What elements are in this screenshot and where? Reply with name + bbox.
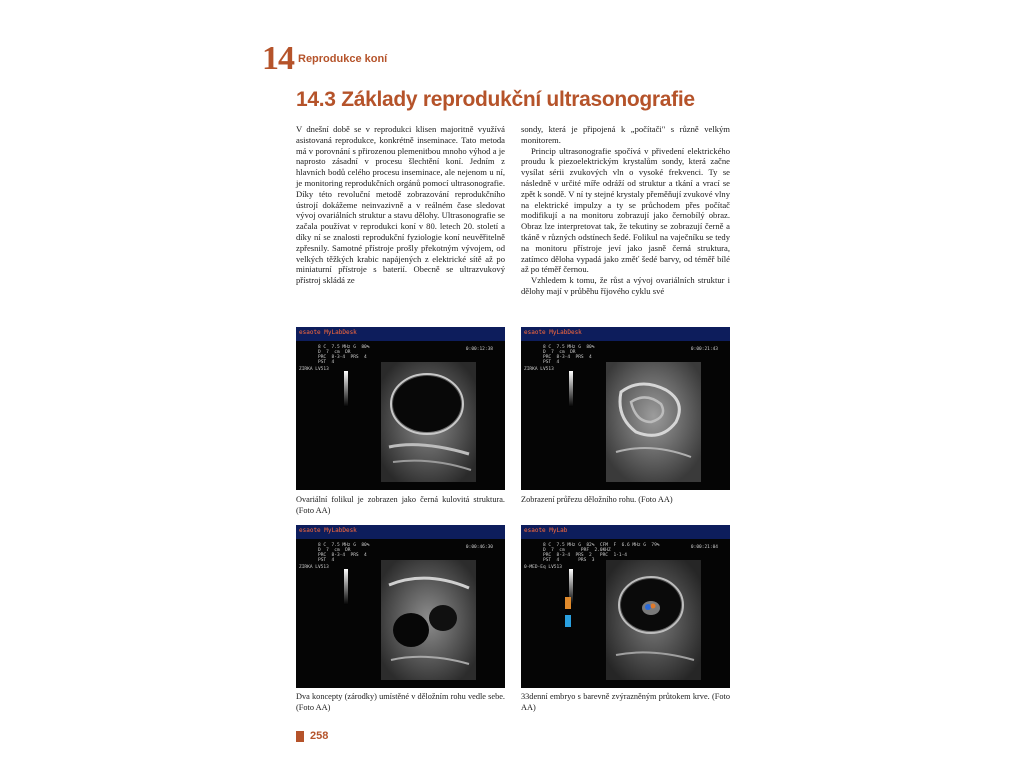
- figure-caption: Dva koncepty (zárodky) umístěné v děložním rohu vedle sebe. (Foto AA): [296, 692, 505, 712]
- scan-clock: 0:00:12:38: [465, 347, 493, 352]
- ultrasound-image-uterine-horn: [521, 327, 730, 490]
- ultrasound-scan-uterine-horn: [606, 362, 701, 482]
- probe-label: 0-MED-Eq LV513: [524, 565, 562, 570]
- screen-header: [296, 525, 505, 539]
- scan-settings: 8 C 7.5 MHz G 82% CFM F 6.6 MHz G 79% D 7 cm PRF 2.0KHZ PRC 8-3-4 PRS 2 PRC 1-1-4 PST 4 PRS 3: [543, 543, 660, 563]
- text-column-left: [296, 124, 505, 286]
- screen-header: [521, 525, 730, 539]
- device-logo: esaote MyLabDesk: [524, 329, 582, 336]
- ultrasound-image-embryo-doppler: [521, 525, 730, 688]
- probe-label: ZIRKA LV513: [299, 565, 329, 570]
- device-logo: esaote MyLabDesk: [299, 329, 357, 336]
- section-title: 14.3 Základy reprodukční ultrasonografie: [296, 88, 695, 111]
- probe-label: ZIRKA LV513: [299, 367, 329, 372]
- ultrasound-scan-two-conceptuses: [381, 560, 476, 680]
- page-number: 258: [310, 730, 329, 742]
- page-number-marker: [296, 731, 304, 742]
- grayscale-bar: [344, 371, 348, 407]
- screen-header: [296, 327, 505, 341]
- ultrasound-image-two-conceptuses: [296, 525, 505, 688]
- paragraph: V dnešní době se v reprodukci klisen majoritně využívá asistovaná reprodukce, konkrétně inseminace. Tato metoda má v porovnání s přirozenou plemenitbou mnoho výhod a je naprosto zásadní v procesu šlechtění koní. Jedním z hlavních bodů celého procesu inseminace, ale nejenom u ní, je monitoring reprodukčních orgánů pomocí ultrasonografie. Díky této revoluční metodě zobrazování reprodukčního ústrojí dokážeme neinvazivně a v reálném čase sledovat vývoj ovariálních struktur a stavu dělohy. Ultrasonografie se začala používat v reprodukci koní v 80. letech 20. století a díky ní se znalosti reprodukční fyziologie koní neuvěřitelně zpřesnily. Samotné přístroje prošly překotným vývojem, od velkých těžkých krabic napájených z elektrické sítě až po miniaturní přístroje s baterií. Obecně se ultrazvukový přístroj skládá ze: [296, 124, 505, 286]
- figure-caption: 33denní embryo s barevně zvýrazněným průtokem krve. (Foto AA): [521, 692, 730, 712]
- scan-settings: 8 C 7.5 MHz G 80% D 7 cm DR PRC 8-3-4 PRS 4 PST 4: [318, 543, 370, 563]
- device-logo: esaote MyLabDesk: [299, 527, 357, 534]
- scan-clock: 0:00:21:04: [690, 545, 718, 550]
- probe-label: ZIRKA LV513: [524, 367, 554, 372]
- chapter-number: 14: [262, 40, 294, 77]
- screen-header: [521, 327, 730, 341]
- paragraph: sondy, která je připojená k „počítači" s různě velkým monitorem.: [521, 124, 730, 145]
- text-column-right: [521, 124, 730, 297]
- ultrasound-scan-follicle: [381, 362, 476, 482]
- paragraph: Princip ultrasonografie spočívá v přivedení elektrického proudu k piezoelektrickým krystalům sondy, která začne vysílat sérii zvukových vln o vysoké frekvenci. Ty se následně v určité míře odráží od struktur a tkání a vrací se zpět k sondě. V ní ty stejné krystaly přeměňují zvukové vlny na elektrické impulzy a ty se průchodem přes počítač modifikují a na monitoru zobrazují jako černobílý obraz. Obraz lze interpretovat tak, že tekutiny se zobrazují černě a tkáně v různých odstínech šedé. Folikul na vaječníku se tedy na monitoru přístroje jeví jako jasně černá struktura, zatímco děloha vypadá jako změť šedé barvy, od téměř bílé až po téměř černou.: [521, 145, 730, 275]
- grayscale-bar: [569, 371, 573, 407]
- scan-clock: 0:00:21:43: [690, 347, 718, 352]
- scan-clock: 0:00:46:30: [465, 545, 493, 550]
- doppler-scale-red: [565, 597, 571, 609]
- paragraph: Vzhledem k tomu, že růst a vývoj ovariálních struktur i dělohy mají v průběhu říjového cyklu své: [521, 275, 730, 296]
- chapter-title: Reprodukce koní: [298, 53, 388, 65]
- figure-caption: Ovariální folikul je zobrazen jako černá kulovitá struktura. (Foto AA): [296, 495, 505, 515]
- grayscale-bar: [344, 569, 348, 605]
- ultrasound-image-follicle: [296, 327, 505, 490]
- scan-settings: 8 C 7.5 MHz G 80% D 7 cm DR PRC 8-3-4 PRS 4 PST 4: [543, 345, 595, 365]
- device-logo: esaote MyLab: [524, 527, 568, 534]
- ultrasound-scan-embryo-doppler: [606, 560, 701, 680]
- figure-caption: Zobrazení průřezu děložního rohu. (Foto AA): [521, 495, 673, 504]
- scan-settings: 8 C 7.5 MHz G 80% D 7 cm DR PRC 8-3-4 PRS 4 PST 4: [318, 345, 370, 365]
- doppler-scale-blue: [565, 615, 571, 627]
